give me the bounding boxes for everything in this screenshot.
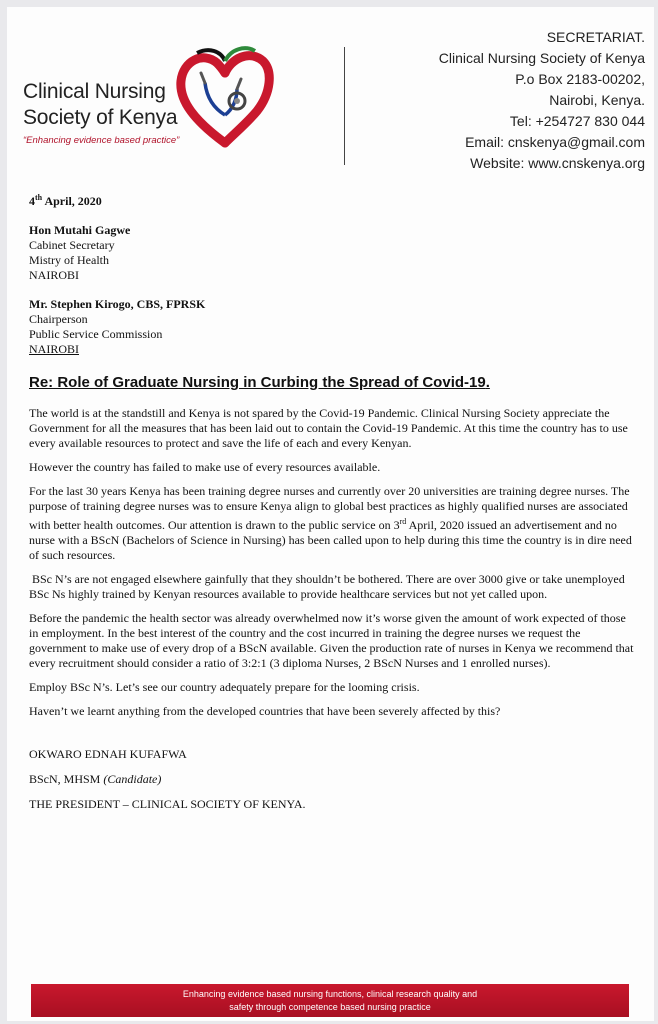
letter-body — [29, 190, 637, 822]
address-line: Clinical Nursing Society of Kenya — [438, 50, 645, 66]
paragraph: Before the pandemic the health sector was already overwhelmed now it’s worse given the amount of work expected of those in employment. In the best interest of the country and the cost incurred in training the degree nurses we request the government to make use of every drop of a BScN available. Given the production rate of nurses in Kenya we recommend that every recruitment should consider a ratio of 3:2:1 (3 diploma Nurses, 2 BScN Nurses and 1 enrolled nurses). — [29, 611, 634, 670]
subject-line — [29, 373, 637, 392]
recipient-office: Mistry of Health — [29, 253, 109, 267]
subject-period: . — [485, 374, 490, 391]
paragraph: Haven’t we learnt anything from the developed countries that have been severely affected by this? — [29, 704, 501, 718]
address-line: SECRETARIAT. — [546, 29, 645, 45]
signatory-name: OKWARO EDNAH KUFAFWA — [29, 747, 187, 761]
footer-line: safety through competence based nursing practice — [229, 1002, 431, 1012]
recipient-title: Cabinet Secretary — [29, 238, 115, 252]
org-logo-text — [23, 79, 179, 146]
letter-date — [29, 190, 637, 209]
letter-page — [7, 7, 654, 1021]
secretariat-address — [439, 27, 645, 174]
subject-text: Re: Role of Graduate Nursing in Curbing the Spread of Covid-19 — [29, 374, 486, 391]
paragraph-part: April, 2020 issued an advertisement and no nurse with a BScN (Bachelors of Science in Nursing) has been called upon to help during this time the country is in dire need of such resources. — [29, 518, 632, 562]
recipient-title: Chairperson — [29, 312, 88, 326]
date-day: 4 — [29, 194, 35, 208]
ordinal-suffix: rd — [399, 517, 407, 526]
candidate-note: (Candidate) — [103, 772, 162, 786]
address-website: Website: www.cnskenya.org — [470, 155, 645, 171]
org-tagline: “Enhancing evidence based practice” — [23, 135, 180, 146]
paragraph: The world is at the standstill and Kenya is not spared by the Covid-19 Pandemic. Clinical Nursing Society appreciate the Government for all the measures that has been laid out to contain the Covid-19 Pandemic. At this time the country has to use every available resources to protect and save the life of each and every Kenyan. — [29, 406, 628, 450]
recipient-name: Hon Mutahi Gagwe — [29, 223, 131, 237]
signature-block — [29, 747, 637, 812]
footer-banner — [31, 984, 629, 1017]
recipient-name: Mr. Stephen Kirogo, CBS, FPRSK — [29, 297, 206, 311]
paragraph: Employ BSc N’s. Let’s see our country adequately prepare for the looming crisis. — [29, 680, 420, 694]
signatory-title: THE PRESIDENT – CLINICAL SOCIETY OF KENYA. — [29, 797, 306, 811]
heart-stethoscope-logo-icon — [175, 43, 275, 153]
date-rest: April, 2020 — [42, 194, 102, 208]
org-name-line1: Clinical Nursing — [23, 80, 166, 103]
address-email: Email: cnskenya@gmail.com — [465, 134, 645, 150]
address-line: P.o Box 2183-00202, — [515, 71, 645, 87]
signatory-credentials — [29, 772, 637, 787]
recipient-office: Public Service Commission — [29, 327, 163, 341]
recipient-city: NAIROBI — [29, 268, 79, 282]
recipient-block-2 — [29, 297, 637, 357]
address-line: Nairobi, Kenya. — [549, 92, 645, 108]
header-divider — [344, 47, 345, 165]
paragraph — [29, 484, 637, 563]
recipient-city: NAIROBI — [29, 342, 79, 356]
date-suffix: th — [35, 193, 43, 202]
org-name-line2: Society of Kenya — [23, 106, 178, 129]
recipient-block-1 — [29, 223, 637, 283]
address-phone: Tel: +254727 830 044 — [509, 113, 645, 129]
paragraph-part: For the last 30 years Kenya has been training degree nurses and currently over 20 universities are training degree nurses. The purpose of training degree nurses was to ensure Kenya align to global best practices as highly qualified nurses are associated with better health outcomes. Our attention is drawn to the public service on 3 — [29, 484, 630, 532]
footer-line: Enhancing evidence based nursing functions, clinical research quality and — [182, 989, 478, 999]
paragraph: However the country has failed to make use of every resources available. — [29, 460, 381, 474]
credentials-text: BScN, MHSM — [29, 772, 104, 786]
paragraph: BSc N’s are not engaged elsewhere gainfully that they shouldn’t be bothered. There are over 3000 give or take unemployed BSc Ns highly trained by Kenyan resources available to provide healthcare services but not yet called upon. — [29, 572, 625, 601]
